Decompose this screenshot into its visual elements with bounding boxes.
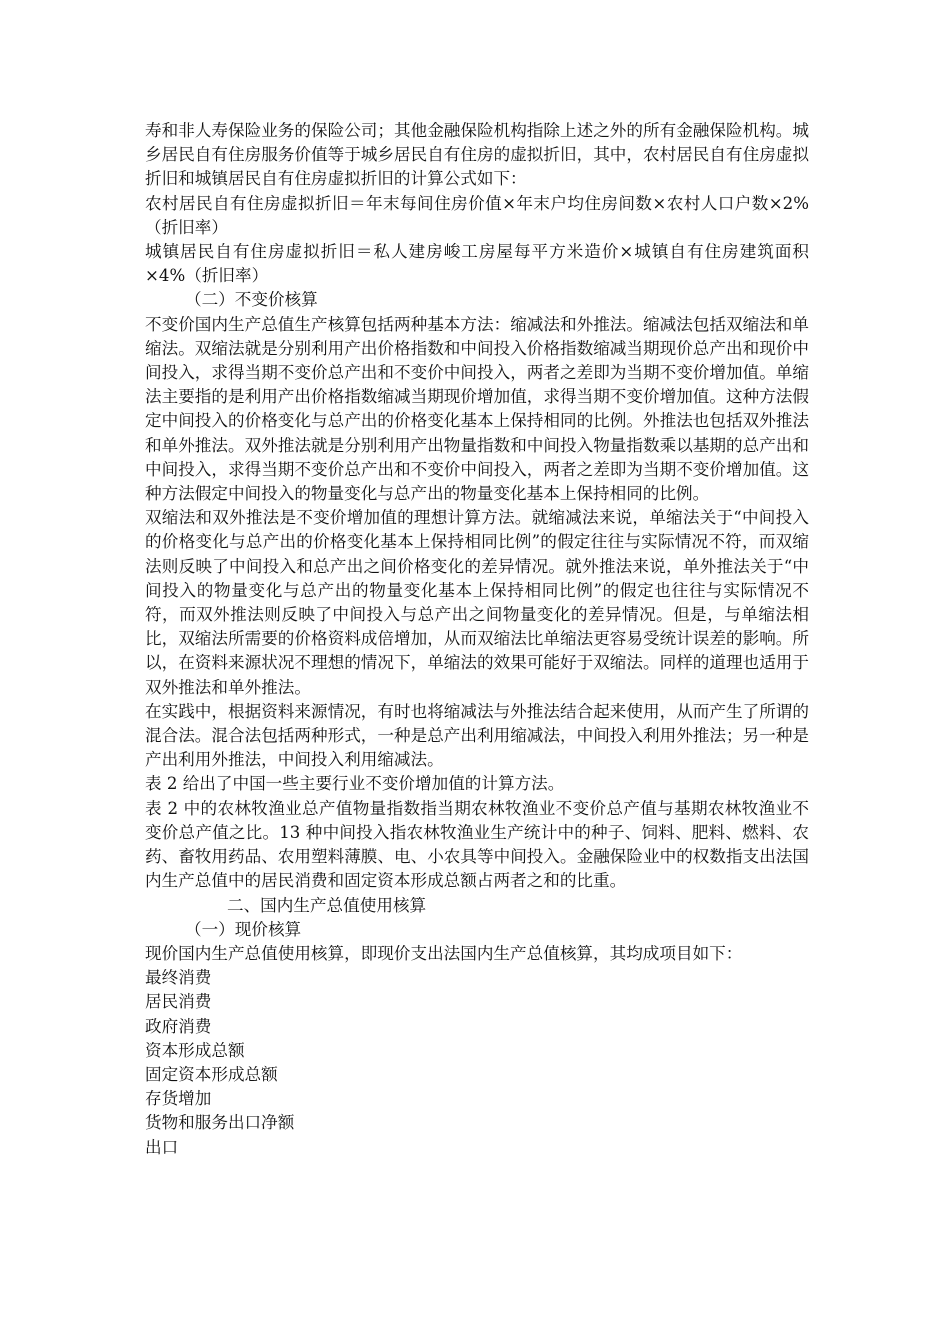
- paragraph-methods: 不变价国内生产总值生产核算包括两种基本方法：缩减法和外推法。缩减法包括双缩法和单缩法。双缩法就是分别利用产出价格指数和中间投入价格指数缩减当期现价总产出和现价中间投入，求得当期不变价总产出和不变价中间投入，两者之差即为当期不变价增加值。单缩法主要指的是利用产出价格指数缩减当期现价增加值，求得当期不变价增加值。这种方法假定中间投入的价格变化与总产出的价格变化基本上保持相同的比例。外推法也包括双外推法和单外推法。双外推法就是分别利用产出物量指数和中间投入物量指数乘以基期的总产出和中间投入，求得当期不变价总产出和不变价中间投入，两者之差即为当期不变价增加值。这种方法假定中间投入的物量变化与总产出的物量变化基本上保持相同的比例。: [145, 314, 809, 504]
- list-item: 货物和服务出口净额: [145, 1113, 295, 1133]
- paragraph-ideal-methods: 双缩法和双外推法是不变价增加值的理想计算方法。就缩减法来说，单缩法关于“中间投入的价格变化与总产出的价格变化基本上保持相同比例”的假定往往与实际情况不符，而双缩法则反映了中间投入和总产出之间价格变化的差异情况。就外推法来说，单外推法关于“中间投入的物量变化与总产出的物量变化基本上保持相同比例”的假定也往往与实际情况不符，而双外推法则反映了中间投入与总产出之间物量变化的差异情况。但是，与单缩法相比，双缩法所需要的价格资料成倍增加，从而双缩法比单缩法更容易受统计误差的影响。所以，在资料来源状况不理想的情况下，单缩法的效果可能好于双缩法。同样的道理也适用于双外推法和单外推法。: [145, 508, 809, 697]
- list-item: 资本形成总额: [145, 1040, 245, 1060]
- heading-current-price: （一）现价核算: [185, 919, 302, 939]
- list-item: 存货增加: [145, 1089, 212, 1109]
- formula-urban-depreciation: 城镇居民自有住房虚拟折旧＝私人建房峻工房屋每平方米造价×城镇自有住房建筑面积×4%（折旧率）: [145, 242, 809, 286]
- list-item: 政府消费: [145, 1016, 212, 1036]
- list-item: 居民消费: [145, 992, 212, 1012]
- heading-constant-price: （二）不变价核算: [185, 290, 318, 310]
- list-item: 出口: [145, 1137, 179, 1157]
- list-item: 固定资本形成总额: [145, 1064, 278, 1084]
- paragraph-table-reference: 表 2 给出了中国一些主要行业不变价增加值的计算方法。: [145, 774, 565, 794]
- paragraph-insurance-housing: 寿和非人寿保险业务的保险公司；其他金融保险机构指除上述之外的所有金融保险机构。城乡居民自有住房服务价值等于城乡居民自有住房的虚拟折旧，其中，农村居民自有住房虚拟折旧和城镇居民自有住房虚拟折旧的计算公式如下：: [145, 121, 809, 189]
- list-item: 最终消费: [145, 968, 212, 988]
- paragraph-mixed-method: 在实践中，根据资料来源情况，有时也将缩减法与外推法结合起来使用，从而产生了所谓的混合法。混合法包括两种形式，一种是总产出利用缩减法，中间投入利用外推法；另一种是产出利用外推法，中间投入利用缩减法。: [145, 701, 809, 770]
- paragraph-expenditure-items: 现价国内生产总值使用核算，即现价支出法国内生产总值核算，其均成项目如下：: [145, 943, 743, 963]
- formula-rural-depreciation: 农村居民自有住房虚拟折旧＝年末每间住房价值×年末户均住房间数×农村人口户数×2%（折旧率）: [145, 193, 809, 237]
- heading-gdp-use: 二、国内生产总值使用核算: [227, 895, 427, 915]
- paragraph-table-notes: 表 2 中的农林牧渔业总产值物量指数指当期农林牧渔业不变价总产值与基期农林牧渔业不变价总产值之比。13 种中间投入指农林牧渔业生产统计中的种子、饲料、肥料、燃料、农药、畜牧用药品、农用塑料薄膜、电、小农具等中间投入。金融保险业中的权数指支出法国内生产总值中的居民消费和固定资本形成总额占两者之和的比重。: [145, 798, 809, 891]
- document-body: [145, 119, 809, 1160]
